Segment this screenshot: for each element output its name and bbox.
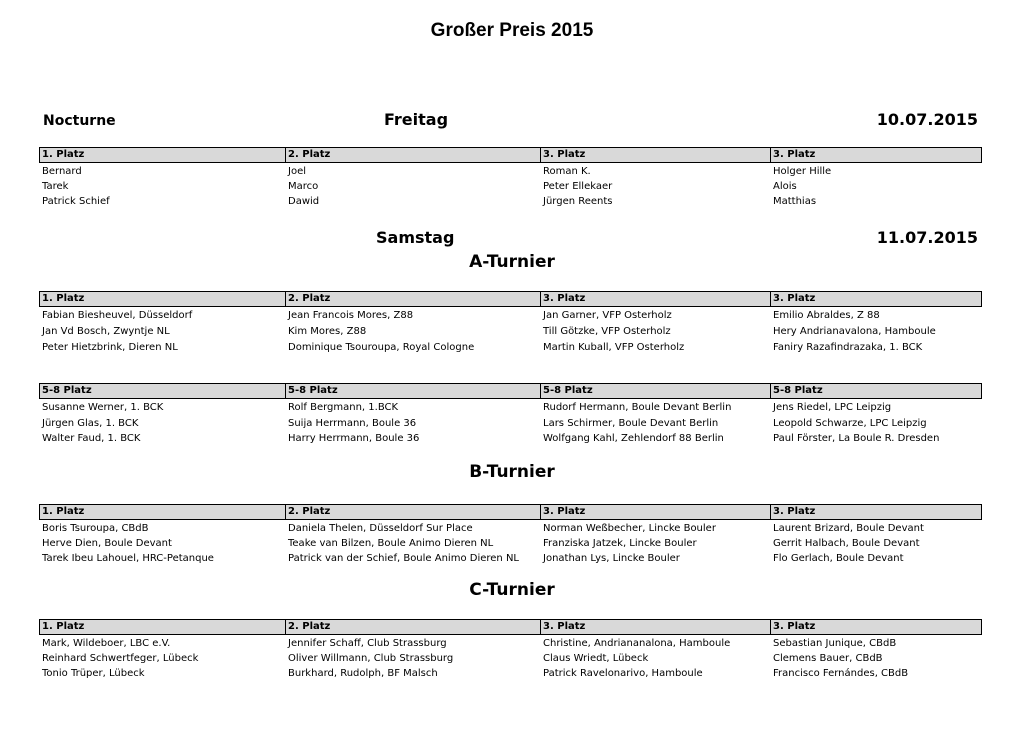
table-cell: Laurent Brizard, Boule Devant — [773, 523, 924, 534]
c-turnier-table — [39, 619, 982, 679]
header-cell: 1. Platz — [40, 620, 286, 634]
table-cell: Jonathan Lys, Lincke Bouler — [543, 553, 680, 564]
table-cell: Tarek — [42, 181, 69, 192]
table-cell: Susanne Werner, 1. BCK — [42, 402, 164, 413]
header-cell: 3. Platz — [541, 148, 771, 162]
header-cell: 3. Platz — [541, 620, 771, 634]
header-cell: 5-8 Platz — [541, 384, 771, 398]
table-cell: Patrick van der Schief, Boule Animo Dieren NL — [288, 553, 519, 564]
table-cell: Mark, Wildeboer, LBC e.V. — [42, 638, 171, 649]
table-cell: Lars Schirmer, Boule Devant Berlin — [543, 418, 719, 429]
table-cell: Holger Hille — [773, 166, 832, 177]
table-header — [39, 504, 982, 520]
table-cell: Martin Kuball, VFP Osterholz — [543, 342, 685, 353]
table-cell: Rudorf Hermann, Boule Devant Berlin — [543, 402, 732, 413]
table-cell: Kim Mores, Z88 — [288, 326, 367, 337]
table-cell: Jürgen Glas, 1. BCK — [42, 418, 139, 429]
saturday-heading: Samstag — [376, 228, 455, 247]
header-cell: 1. Platz — [40, 148, 286, 162]
friday-date: 10.07.2015 — [876, 110, 978, 129]
table-cell: Till Götzke, VFP Osterholz — [543, 326, 671, 337]
table-cell: Claus Wriedt, Lübeck — [543, 653, 649, 664]
table-header — [39, 619, 982, 635]
table-cell: Jean Francois Mores, Z88 — [288, 310, 414, 321]
header-cell: 2. Platz — [286, 505, 541, 519]
table-cell: Peter Hietzbrink, Dieren NL — [42, 342, 178, 353]
header-cell: 3. Platz — [541, 505, 771, 519]
table-cell: Harry Herrmann, Boule 36 — [288, 433, 420, 444]
friday-heading: Freitag — [384, 110, 449, 129]
header-cell: 5-8 Platz — [286, 384, 541, 398]
table-cell: Bernard — [42, 166, 82, 177]
table-cell: Francisco Fernándes, CBdB — [773, 668, 909, 679]
table-cell: Norman Weßbecher, Lincke Bouler — [543, 523, 716, 534]
header-cell: 1. Platz — [40, 292, 286, 306]
table-cell: Emilio Abraldes, Z 88 — [773, 310, 880, 321]
table-cell: Jürgen Reents — [543, 196, 613, 207]
table-cell: Jennifer Schaff, Club Strassburg — [288, 638, 447, 649]
header-cell: 1. Platz — [40, 505, 286, 519]
table-cell: Jan Vd Bosch, Zwyntje NL — [42, 326, 170, 337]
table-cell: Joel — [288, 166, 306, 177]
table-cell: Matthias — [773, 196, 817, 207]
table-header — [39, 291, 982, 307]
header-cell: 3. Platz — [773, 506, 816, 517]
saturday-date: 11.07.2015 — [876, 228, 978, 247]
table-cell: Dominique Tsouroupa, Royal Cologne — [288, 342, 475, 353]
table-cell: Herve Dien, Boule Devant — [42, 538, 172, 549]
header-cell: 2. Platz — [286, 148, 541, 162]
header-cell: 3. Platz — [541, 292, 771, 306]
table-cell: Gerrit Halbach, Boule Devant — [773, 538, 920, 549]
table-cell: Alois — [773, 181, 797, 192]
header-cell: 2. Platz — [286, 292, 541, 306]
table-cell: Walter Faud, 1. BCK — [42, 433, 141, 444]
table-cell: Roman K. — [543, 166, 591, 177]
nocturne-label: Nocturne — [43, 113, 116, 129]
table-cell: Jan Garner, VFP Osterholz — [543, 310, 672, 321]
table-cell: Boris Tsuroupa, CBdB — [42, 523, 149, 534]
table-cell: Jens Riedel, LPC Leipzig — [773, 402, 892, 413]
table-cell: Sebastian Junique, CBdB — [773, 638, 897, 649]
header-cell: 2. Platz — [286, 620, 541, 634]
a-turnier-heading: A-Turnier — [469, 252, 555, 272]
table-cell: Reinhard Schwertfeger, Lübeck — [42, 653, 199, 664]
table-cell: Patrick Ravelonarivo, Hamboule — [543, 668, 703, 679]
header-cell: 3. Platz — [773, 149, 816, 160]
table-cell: Tarek Ibeu Lahouel, HRC-Petanque — [42, 553, 214, 564]
a-turnier-5-8-table — [39, 383, 982, 444]
friday-table — [39, 147, 982, 207]
table-header — [39, 383, 982, 399]
table-cell: Tonio Trüper, Lübeck — [42, 668, 145, 679]
header-cell: 5-8 Platz — [773, 385, 823, 396]
table-cell: Christine, Andriananalona, Hamboule — [543, 638, 731, 649]
table-cell: Peter Ellekaer — [543, 181, 613, 192]
table-cell: Paul Förster, La Boule R. Dresden — [773, 433, 940, 444]
table-cell: Flo Gerlach, Boule Devant — [773, 553, 904, 564]
table-cell: Oliver Willmann, Club Strassburg — [288, 653, 454, 664]
table-cell: Daniela Thelen, Düsseldorf Sur Place — [288, 523, 473, 534]
table-cell: Clemens Bauer, CBdB — [773, 653, 883, 664]
table-cell: Patrick Schief — [42, 196, 110, 207]
b-turnier-heading: B-Turnier — [469, 462, 555, 482]
table-cell: Fabian Biesheuvel, Düsseldorf — [42, 310, 193, 321]
a-turnier-table — [39, 291, 982, 353]
table-header — [39, 147, 982, 163]
b-turnier-table — [39, 504, 982, 564]
table-cell: Wolfgang Kahl, Zehlendorf 88 Berlin — [543, 433, 724, 444]
page-title: Großer Preis 2015 — [430, 20, 594, 41]
table-cell: Rolf Bergmann, 1.BCK — [288, 402, 399, 413]
table-cell: Faniry Razafindrazaka, 1. BCK — [773, 342, 923, 353]
table-cell: Leopold Schwarze, LPC Leipzig — [773, 418, 927, 429]
table-cell: Hery Andrianavalona, Hamboule — [773, 326, 936, 337]
header-cell: 3. Platz — [773, 293, 816, 304]
table-cell: Suija Herrmann, Boule 36 — [288, 418, 417, 429]
header-cell: 3. Platz — [773, 621, 816, 632]
c-turnier-heading: C-Turnier — [469, 580, 555, 600]
header-cell: 5-8 Platz — [40, 384, 286, 398]
table-cell: Burkhard, Rudolph, BF Malsch — [288, 668, 438, 679]
table-cell: Marco — [288, 181, 319, 192]
table-cell: Franziska Jatzek, Lincke Bouler — [543, 538, 697, 549]
table-cell: Teake van Bilzen, Boule Animo Dieren NL — [288, 538, 494, 549]
table-cell: Dawid — [288, 196, 320, 207]
